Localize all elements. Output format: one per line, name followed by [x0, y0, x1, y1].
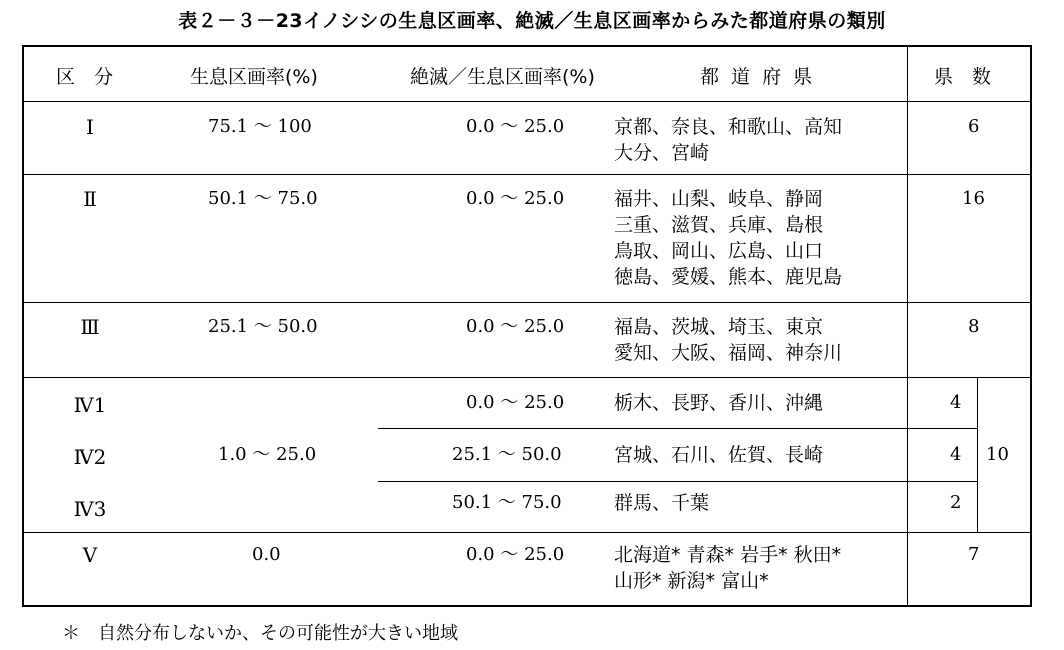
category-2: Ⅱ: [83, 187, 97, 211]
ratio-4-3: 50.1 ～ 75.0: [452, 492, 562, 513]
habitat-rate-2: 50.1 ～ 75.0: [208, 188, 318, 209]
category-4-3: Ⅳ3: [73, 497, 107, 521]
subrow-separator: [378, 428, 978, 429]
table-right-border: [1030, 45, 1032, 607]
table-top-rule: [22, 45, 1032, 47]
prefectures-1-line2: 大分、宮崎: [614, 142, 710, 164]
count-1: 6: [968, 116, 980, 137]
count-4-1: 4: [950, 392, 962, 413]
header-bottom-rule: [22, 101, 1032, 102]
prefectures-2-line4: 徳島、愛媛、熊本、鹿児島: [614, 266, 843, 288]
habitat-rate-5: 0.0: [252, 544, 281, 565]
table-bottom-rule: [22, 605, 1032, 607]
prefectures-1-line1: 京都、奈良、和歌山、高知: [614, 116, 843, 138]
prefectures-4-1: 栃木、長野、香川、沖縄: [614, 392, 824, 414]
prefectures-4-3: 群馬、千葉: [614, 492, 710, 514]
ratio-1: 0.0 ～ 25.0: [466, 116, 565, 137]
header-category: 区 分: [56, 66, 114, 88]
category-1: Ⅰ: [86, 115, 94, 139]
ratio-5: 0.0 ～ 25.0: [466, 544, 565, 565]
count-3: 8: [968, 316, 980, 337]
category-3: Ⅲ: [80, 315, 100, 339]
prefectures-2-line1: 福井、山梨、岐阜、静岡: [614, 188, 824, 210]
habitat-rate-4: 1.0 ～ 25.0: [218, 444, 317, 465]
prefectures-5-line1: 北海道* 青森* 岩手* 秋田*: [614, 544, 842, 566]
footnote: ＊ 自然分布しないか、その可能性が大きい地域: [62, 623, 458, 644]
ratio-3: 0.0 ～ 25.0: [466, 316, 565, 337]
header-prefectures: 都 道 府 県: [700, 66, 816, 88]
habitat-rate-1: 75.1 ～ 100: [208, 116, 312, 137]
prefectures-4-2: 宮城、石川、佐賀、長崎: [614, 444, 824, 466]
category-4-2: Ⅳ2: [73, 445, 107, 469]
prefectures-3-line1: 福島、茨城、埼玉、東京: [614, 316, 824, 338]
row-separator: [22, 302, 1032, 303]
header-habitat-rate: 生息区画率(%): [190, 66, 318, 88]
header-ratio: 絶滅／生息区画率(%): [410, 66, 595, 88]
subrow-separator: [378, 481, 978, 482]
table-title: 表２－３－23イノシシの生息区画率、絶滅／生息区画率からみた都道府県の類別: [178, 10, 886, 32]
prefectures-2-line2: 三重、滋賀、兵庫、島根: [614, 214, 824, 236]
group-total-divider: [977, 377, 978, 532]
prefectures-2-line3: 鳥取、岡山、広島、山口: [614, 240, 824, 262]
ratio-4-2: 25.1 ～ 50.0: [452, 444, 562, 465]
row-separator: [22, 174, 1032, 175]
header-count: 県 数: [934, 66, 992, 88]
group-total-4: 10: [986, 444, 1009, 465]
ratio-4-1: 0.0 ～ 25.0: [466, 392, 565, 413]
table-left-border: [22, 45, 24, 607]
category-5: Ⅴ: [82, 543, 98, 567]
ratio-2: 0.0 ～ 25.0: [466, 188, 565, 209]
habitat-rate-3: 25.1 ～ 50.0: [208, 316, 318, 337]
prefectures-3-line2: 愛知、大阪、福岡、神奈川: [614, 342, 843, 364]
count-4-2: 4: [950, 444, 962, 465]
category-4-1: Ⅳ1: [73, 393, 107, 417]
row-separator: [22, 532, 1032, 533]
count-column-divider: [907, 45, 908, 607]
count-2: 16: [962, 188, 985, 209]
count-4-3: 2: [950, 492, 962, 513]
count-5: 7: [968, 544, 980, 565]
prefectures-5-line2: 山形* 新潟* 富山*: [614, 570, 769, 592]
row-separator: [22, 377, 1032, 378]
